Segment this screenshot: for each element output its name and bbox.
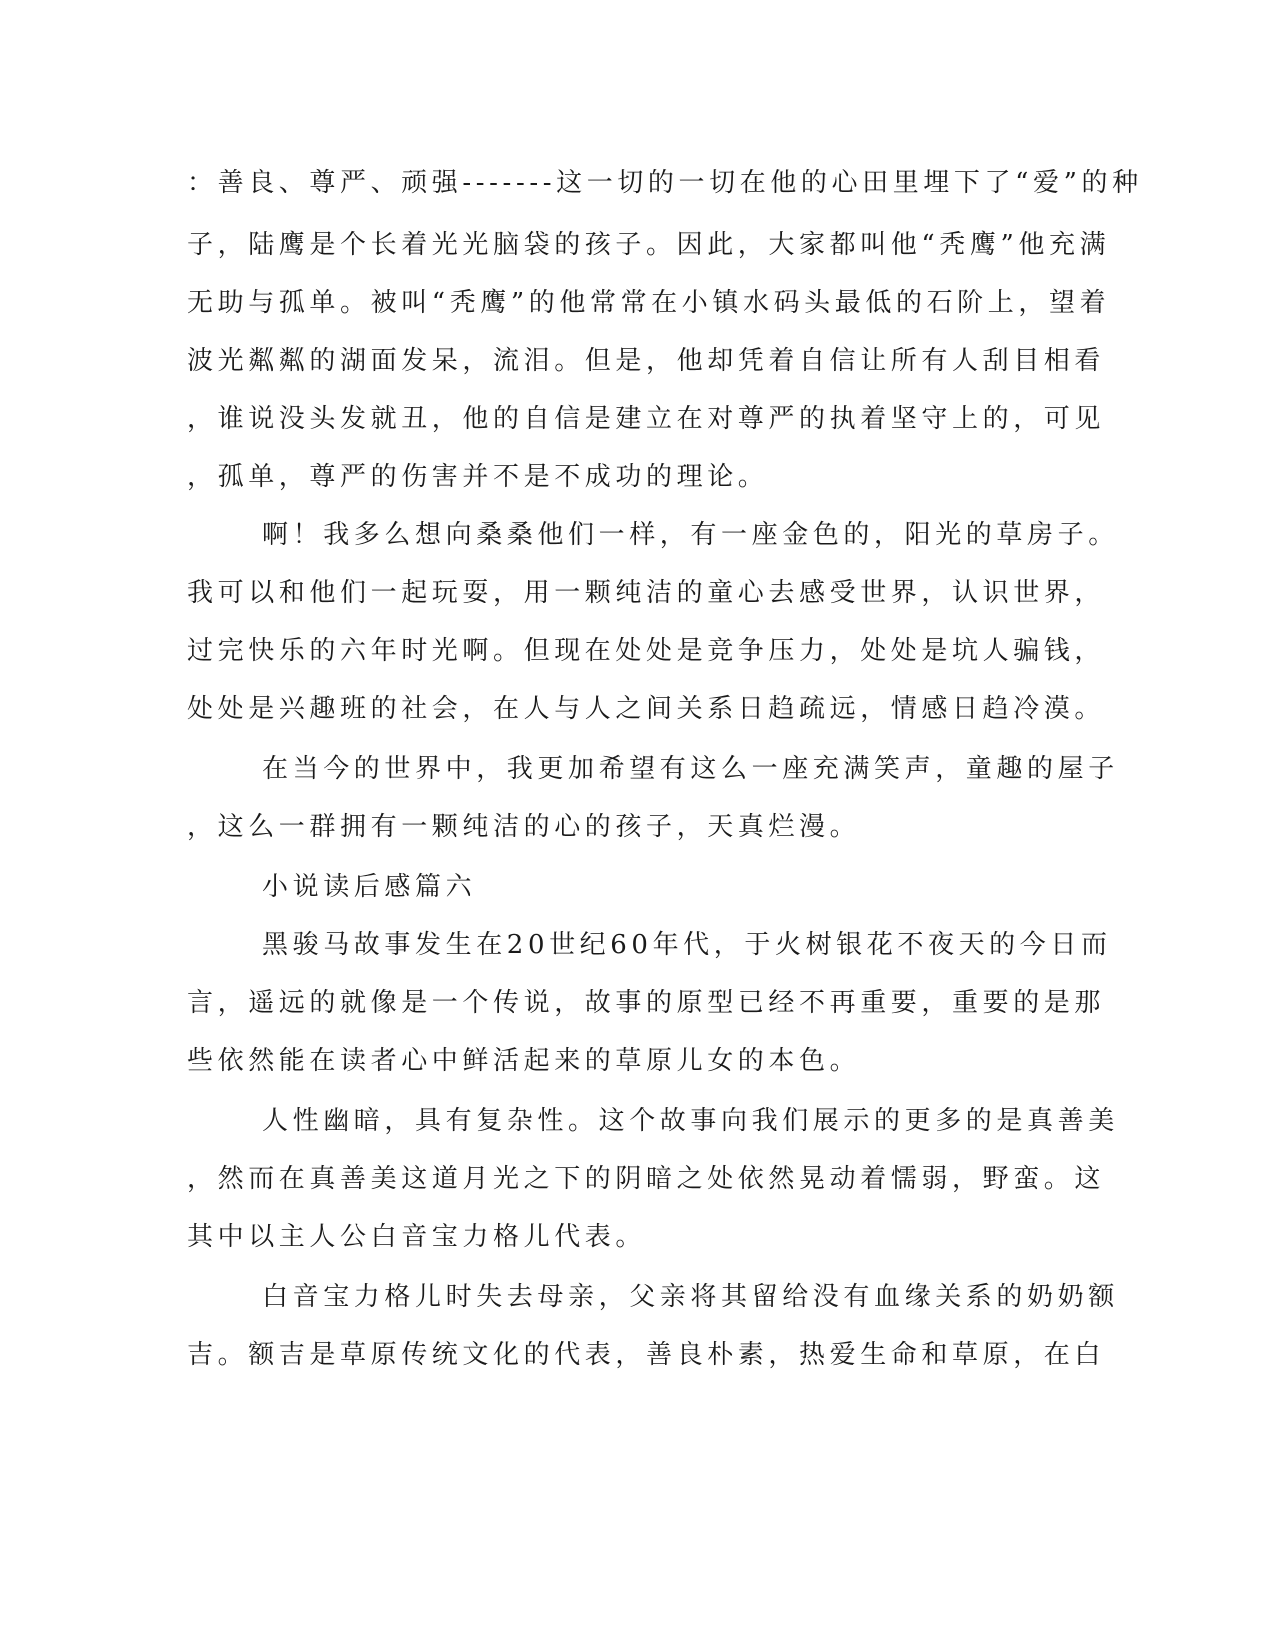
text-line: 无助与孤单。被叫“秃鹰”的他常常在小镇水码头最低的石阶上，望着	[187, 288, 1111, 318]
text-line: 过完快乐的六年时光啊。但现在处处是竞争压力，处处是坑人骗钱，	[187, 636, 1106, 666]
text-line: 些依然能在读者心中鲜活起来的草原儿女的本色。	[187, 1046, 861, 1076]
text-line: 白音宝力格儿时失去母亲，父亲将其留给没有血缘关系的奶奶额	[262, 1282, 1119, 1312]
text-line: ，谁说没头发就丑，他的自信是建立在对尊严的执着坚守上的，可见	[187, 404, 1106, 434]
text-line: 处处是兴趣班的社会，在人与人之间关系日趋疏远，情感日趋冷漠。	[187, 694, 1106, 724]
text-line: 子，陆鹰是个长着光光脑袋的孩子。因此，大家都叫他“秃鹰”他充满	[187, 230, 1111, 260]
text-line: 黑骏马故事发生在20世纪60年代，于火树银花不夜天的今日而	[262, 930, 1112, 960]
text-line: 在当今的世界中，我更加希望有这么一座充满笑声，童趣的屋子	[262, 754, 1119, 784]
text-line: ：善良、尊严、顽强-------这一切的一切在他的心田里埋下了“爱”的种	[187, 168, 1143, 198]
section-heading: 小说读后感篇六	[262, 872, 477, 902]
text-line: ，孤单，尊严的伤害并不是不成功的理论。	[187, 462, 769, 492]
text-line: 我可以和他们一起玩耍，用一颗纯洁的童心去感受世界，认识世界，	[187, 578, 1106, 608]
text-line: ，然而在真善美这道月光之下的阴暗之处依然晃动着懦弱，野蛮。这	[187, 1164, 1106, 1194]
text-line: 人性幽暗，具有复杂性。这个故事向我们展示的更多的是真善美	[262, 1106, 1119, 1136]
text-line: 啊！我多么想向桑桑他们一样，有一座金色的，阳光的草房子。	[262, 520, 1119, 550]
text-line: 吉。额吉是草原传统文化的代表，善良朴素，热爱生命和草原，在白	[187, 1340, 1106, 1370]
text-line: ，这么一群拥有一颗纯洁的心的孩子，天真烂漫。	[187, 812, 861, 842]
text-line: 言，遥远的就像是一个传说，故事的原型已经不再重要，重要的是那	[187, 988, 1106, 1018]
text-line: 波光粼粼的湖面发呆，流泪。但是，他却凭着自信让所有人刮目相看	[187, 346, 1106, 376]
text-line: 其中以主人公白音宝力格儿代表。	[187, 1222, 647, 1252]
